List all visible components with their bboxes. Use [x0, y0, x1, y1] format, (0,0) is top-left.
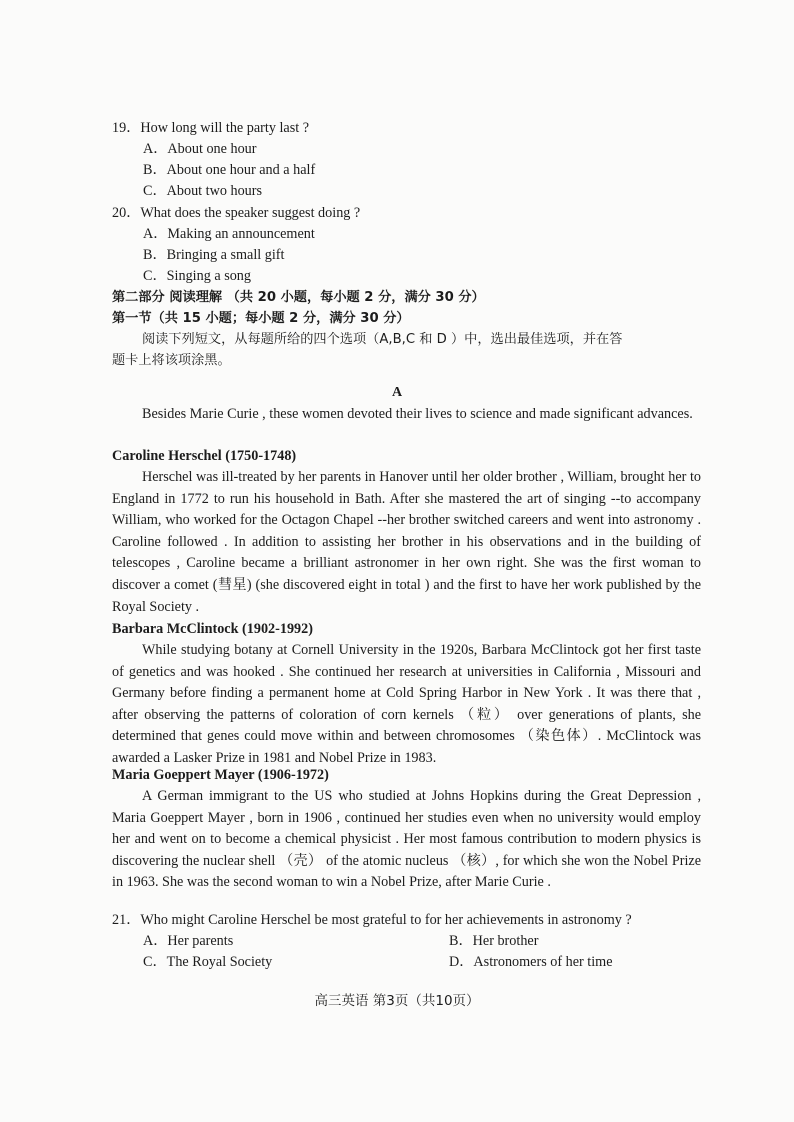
instruction-line-2: 题卡上将该项涂黑。: [112, 353, 231, 368]
instruction-line-1: 阅读下列短文，从每题所给的四个选项（A,B,C 和 D ）中，选出最佳选项，并在答: [142, 332, 623, 347]
question-20-option-b: B．Bringing a small gift: [143, 247, 285, 263]
question-19-option-a: A．About one hour: [143, 141, 257, 157]
question-21-option-a: A．Her parents: [143, 933, 234, 949]
question-21-option-b: B．Her brother: [449, 933, 539, 949]
section-one-heading: 第一节（共 15 小题；每小题 2 分，满分 30 分）: [112, 311, 410, 326]
question-21-option-c: C．The Royal Society: [143, 954, 273, 970]
question-19-option-c: C．About two hours: [143, 183, 263, 199]
page-footer: 高三英语 第3页（共10页）: [314, 993, 480, 1009]
question-21-option-d: D．Astronomers of her time: [449, 954, 613, 970]
question-20-option-a: A．Making an announcement: [143, 226, 315, 242]
question-19-stem: 19．How long will the party last ?: [112, 120, 310, 136]
question-20-stem: 20．What does the speaker suggest doing ?: [112, 205, 361, 221]
question-19-option-b: B．About one hour and a half: [143, 162, 316, 178]
passage-intro: Besides Marie Curie , these women devoted their lives to science and made significant advances.: [142, 406, 693, 422]
scientist-text-herschel: Herschel was ill-treated by her parents in Hanover until her older brother , William, brought her to England in 1772 to run his household in Bath. After she mastered the art of singing --to accompany William, who worked for the Octagon Chapel --her brother switched careers and went into astronomy . Caroline followed . In addition to assisting her brother in his observations and in the building of telescopes , Caroline became a brilliant astronomer in her own right. She was the first woman to discover a comet (彗星) (she discovered eight in total ) and the first to have her work published by the Royal Society .: [112, 469, 701, 615]
passage-label: A: [391, 385, 403, 400]
scientist-name-mcclintock: Barbara McClintock (1902-1992): [112, 621, 313, 637]
scientist-name-mayer: Maria Goeppert Mayer (1906-1972): [112, 767, 329, 783]
question-20-option-c: C．Singing a song: [143, 268, 251, 284]
scientist-text-mcclintock: While studying botany at Cornell University in the 1920s, Barbara McClintock got her first taste of genetics and was hooked . She continued her research at universities in California , Missouri and Germany before finding a permanent home at Cold Spring Harbor in New York . It was there that , after observing the patterns of coloration of corn kernels （粒） over generations of plants, she determined that genes could move within and between chromosomes （染色体）. McClintock was awarded a Lasker Prize in 1981 and Nobel Prize in 1983.: [112, 642, 701, 766]
question-21-stem: 21．Who might Caroline Herschel be most grateful to for her achievements in astronomy ?: [112, 912, 632, 928]
scientist-text-mayer: A German immigrant to the US who studied at Johns Hopkins during the Great Depression , Maria Goeppert Mayer , born in 1906 , continued her studies even when no university would employ her and went on to become a chemical physicist . Her most famous contribution to modern physics is discovering the nuclear shell （壳） of the atomic nucleus （核）, for which she won the Nobel Prize in 1963. She was the second woman to win a Nobel Prize, after Marie Curie .: [112, 788, 701, 891]
part-two-heading: 第二部分 阅读理解 （共 20 小题，每小题 2 分，满分 30 分）: [112, 290, 485, 305]
scientist-name-herschel: Caroline Herschel (1750-1748): [112, 448, 297, 464]
